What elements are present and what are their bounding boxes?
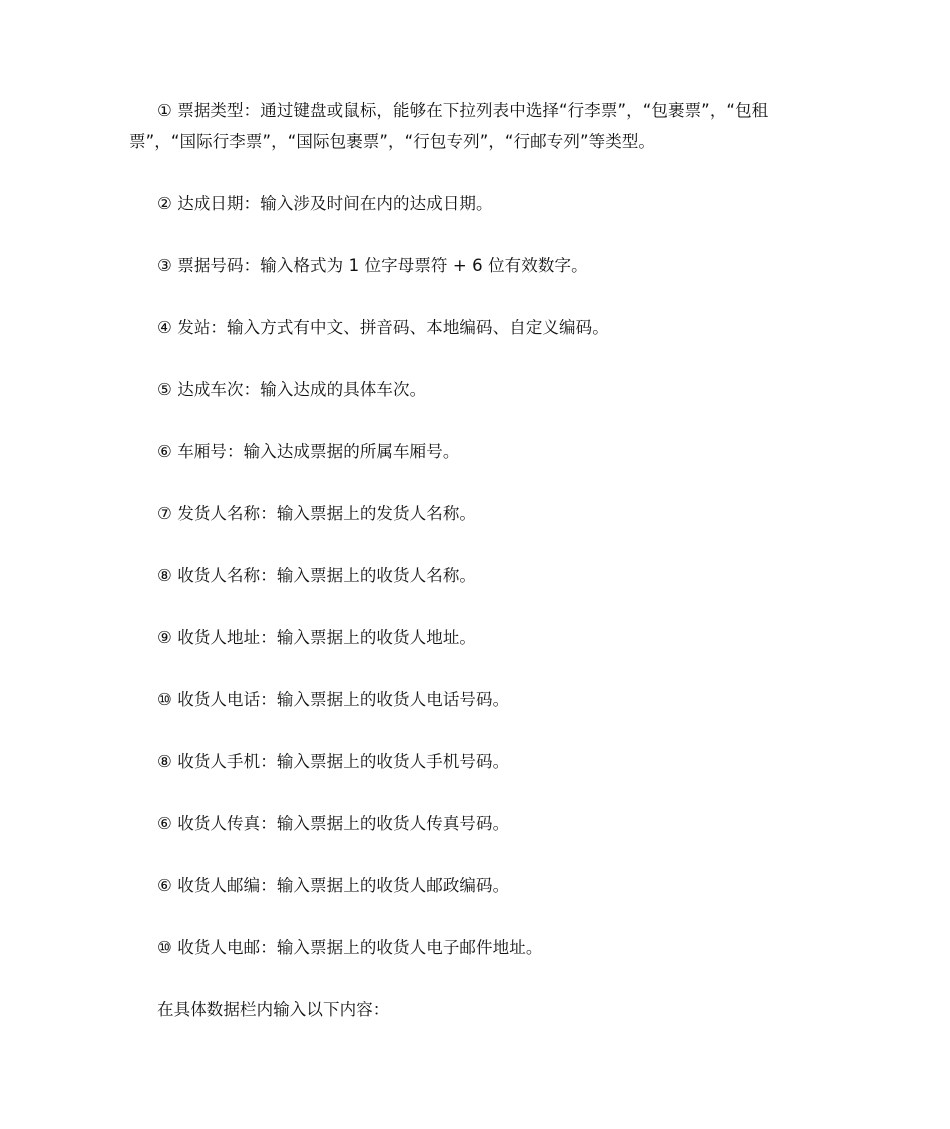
paragraph-consignee-phone: ⑩ 收货人电话：输入票据上的收货人电话号码。 [157, 690, 510, 709]
document-body [129, 95, 825, 1025]
paragraph-train-number: ⑤ 达成车次：输入达成的具体车次。 [157, 380, 427, 399]
paragraph-consignee-mobile: ⑧ 收货人手机：输入票据上的收货人手机号码。 [157, 752, 510, 771]
paragraph-consignee-address: ⑨ 收货人地址：输入票据上的收货人地址。 [157, 628, 477, 647]
paragraph-ticket-type: ① 票据类型：通过键盘或鼠标，能够在下拉列表中选择“行李票”，“包裹票”，“包租票”，“国际行李票”，“国际包裹票”，“行包专列”，“行邮专列”等类型。 [129, 101, 769, 151]
paragraph-carriage-number: ⑥ 车厢号：输入达成票据的所属车厢号。 [157, 442, 460, 461]
paragraph-ticket-number: ③ 票据号码：输入格式为 1 位字母票符 + 6 位有效数字。 [157, 256, 588, 275]
paragraph-consignee-fax: ⑥ 收货人传真：输入票据上的收货人传真号码。 [157, 814, 510, 833]
paragraph-completion-date: ② 达成日期：输入涉及时间在内的达成日期。 [157, 194, 493, 213]
paragraph-departure-station: ④ 发站：输入方式有中文、拼音码、本地编码、自定义编码。 [157, 318, 609, 337]
paragraph-consignee-postcode: ⑥ 收货人邮编：输入票据上的收货人邮政编码。 [157, 876, 510, 895]
paragraph-consignee-email: ⑩ 收货人电邮：输入票据上的收货人电子邮件地址。 [157, 938, 543, 957]
paragraph-data-entry-intro: 在具体数据栏内输入以下内容： [157, 1000, 390, 1019]
paragraph-shipper-name: ⑦ 发货人名称：输入票据上的发货人名称。 [157, 504, 477, 523]
paragraph-consignee-name: ⑧ 收货人名称：输入票据上的收货人名称。 [157, 566, 477, 585]
